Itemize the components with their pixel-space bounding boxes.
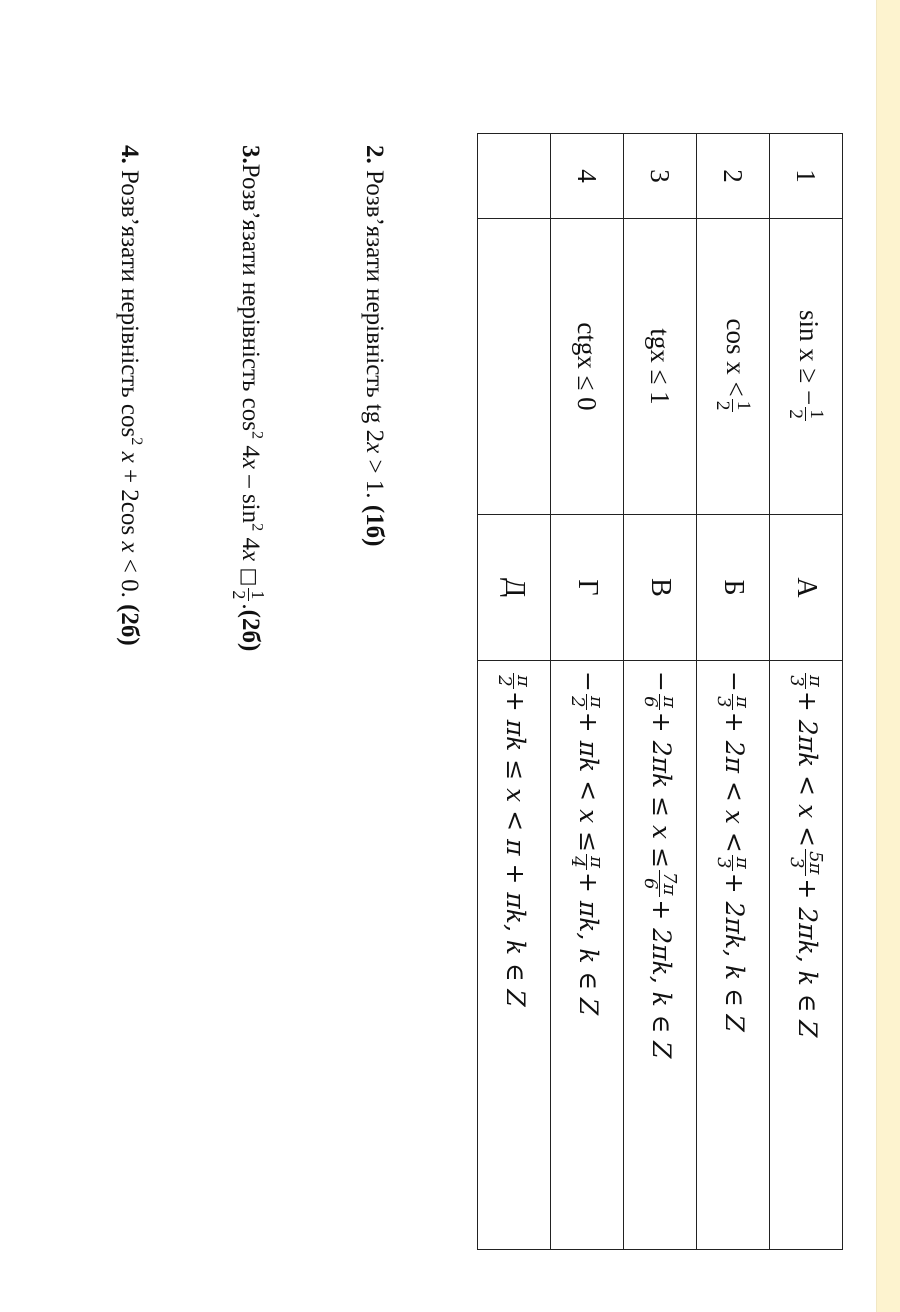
- task-3-frac-num: 1: [248, 590, 268, 600]
- task-3-box: □: [237, 561, 262, 587]
- solution-fraction-1: [788, 673, 825, 689]
- solution-prefix: −: [647, 671, 677, 692]
- solution-fraction-1: [642, 694, 679, 710]
- row-number: 1: [791, 169, 822, 183]
- solution-suffix: + 2πk, k ∈ Z: [793, 878, 823, 1038]
- inequality-fraction-den: 2: [712, 400, 734, 411]
- task-4: [115, 145, 146, 646]
- answer-letter-cell: [770, 515, 843, 661]
- row-number: 3: [645, 169, 676, 183]
- solution-fraction-1: [715, 694, 752, 710]
- task-4-sup1: 2: [127, 437, 146, 446]
- inequality-fraction-den: 2: [785, 409, 807, 420]
- task-3-number: 3.: [236, 145, 264, 164]
- inequality-fraction-num: 1: [805, 409, 827, 420]
- answer-letter-cell: [697, 515, 770, 661]
- inequality-text: sin x ≥ −: [793, 309, 824, 406]
- task-3-sup1: 2: [248, 430, 267, 440]
- task-3-mid2: – sin: [236, 468, 264, 524]
- answer-letter: Б: [718, 579, 749, 596]
- task-3-frac-den: 2: [229, 590, 249, 600]
- table-row: [770, 134, 843, 1250]
- inequality-fraction: [713, 399, 753, 413]
- solution-middle: + 2πk < x <: [793, 690, 823, 848]
- task-3-var1: x: [236, 457, 264, 469]
- solution-fraction-2-den: 3: [786, 856, 808, 869]
- row-number-cell: [551, 134, 624, 219]
- inequality-text: ctgx ≤ 0: [572, 322, 603, 411]
- task-3-text: Розв’язати нерівність cos: [236, 163, 264, 431]
- solution-fraction-1-den: 2: [567, 696, 589, 708]
- solution-fraction-1-num: π: [732, 695, 754, 708]
- solution-suffix: + πk, k ∈ Z: [574, 871, 604, 1016]
- task-3-tail: .: [236, 603, 264, 610]
- solution-fraction-1-den: 2: [494, 675, 516, 687]
- task-4-var2: x: [116, 541, 143, 553]
- solution-cell: [551, 661, 624, 1250]
- task-2-number: 2.: [361, 145, 388, 164]
- row-number-cell: [478, 134, 551, 219]
- row-number-cell: [697, 134, 770, 219]
- table-row: [551, 134, 624, 1250]
- row-number-cell: [624, 134, 697, 219]
- task-2-text: Розв’язати нерівність tg 2: [361, 163, 388, 443]
- inequality-cell: [478, 219, 551, 515]
- task-4-score: (2б): [116, 604, 143, 646]
- solution-fraction-2-num: π: [586, 856, 608, 868]
- answer-letter-cell: [478, 515, 551, 661]
- inequality-text: cos x <: [720, 318, 751, 397]
- solution-fraction-1-num: π: [586, 695, 608, 708]
- solution-cell: [770, 661, 843, 1250]
- task-3-mid3: 4: [236, 531, 264, 551]
- solution-fraction-2-den: 3: [713, 857, 735, 869]
- task-3: [230, 145, 267, 651]
- inequality-text: tgx ≤ 1: [645, 328, 676, 405]
- solution-fraction-1-num: π: [805, 675, 827, 687]
- solution-fraction-1: [569, 694, 606, 710]
- task-4-text: Розв’язати нерівність cos: [116, 163, 143, 438]
- task-3-sup2: 2: [248, 523, 267, 532]
- task-3-mid1: 4: [236, 439, 264, 458]
- inequality-cell: [770, 219, 843, 515]
- inequality-fraction: [786, 407, 826, 421]
- solution-fraction-1-den: 3: [713, 696, 735, 708]
- solution-fraction-2-den: 4: [567, 856, 589, 868]
- task-4-tail: < 0.: [116, 552, 143, 605]
- solution-fraction-1-den: 6: [640, 696, 662, 708]
- task-4-mid: + 2cos: [116, 462, 143, 542]
- inequality-cell: [697, 219, 770, 515]
- row-number-cell: [770, 134, 843, 219]
- table-row: [697, 134, 770, 1250]
- solution-middle: + 2π < x <: [720, 711, 750, 853]
- answer-letter-cell: [624, 515, 697, 661]
- solution-fraction-1-num: π: [513, 675, 535, 687]
- solution-cell: [478, 661, 551, 1250]
- task-3-score: (2б): [236, 609, 264, 652]
- answer-letter: Д: [499, 577, 530, 598]
- solution-middle: + 2πk ≤ x ≤: [647, 711, 677, 869]
- inequality-cell: [551, 219, 624, 515]
- task-2-var: x: [361, 442, 388, 454]
- task-3-fraction: [230, 588, 267, 601]
- solution-fraction-2: [642, 870, 679, 897]
- matching-table: [477, 133, 843, 1250]
- task-2-tail: > 1.: [361, 453, 388, 505]
- solution-fraction-1-den: 3: [786, 675, 808, 687]
- inequality-fraction-num: 1: [732, 400, 754, 411]
- solution-cell: [697, 661, 770, 1250]
- solution-fraction-1: [496, 673, 533, 689]
- solution-cell: [624, 661, 697, 1250]
- solution-fraction-2: [788, 849, 825, 876]
- table-row: [478, 134, 551, 1250]
- solution-fraction-2-num: 5π: [805, 851, 827, 875]
- task-4-var1: x: [116, 445, 143, 463]
- row-number: 2: [718, 169, 749, 183]
- inequality-cell: [624, 219, 697, 515]
- answer-letter: А: [791, 577, 822, 598]
- solution-fraction-2-den: 6: [640, 877, 662, 890]
- solution-middle: + πk < x ≤: [574, 711, 604, 853]
- task-2: [360, 145, 388, 546]
- task-3-var2: x: [236, 550, 264, 562]
- task-2-score: (1б): [361, 504, 388, 547]
- solution-fraction-2-num: 7π: [659, 872, 681, 896]
- solution-suffix: + 2πk, k ∈ Z: [647, 899, 677, 1059]
- table-row: [624, 134, 697, 1250]
- answer-letter-cell: [551, 515, 624, 661]
- answer-letter: Г: [572, 579, 603, 596]
- solution-middle: + πk ≤ x < π + πk, k ∈ Z: [501, 690, 531, 1007]
- solution-suffix: + 2πk, k ∈ Z: [720, 872, 750, 1032]
- solution-fraction-1-num: π: [659, 695, 681, 708]
- answer-letter: В: [645, 578, 676, 597]
- solution-prefix: −: [574, 671, 604, 692]
- solution-prefix: −: [720, 671, 750, 692]
- row-number: 4: [572, 169, 603, 183]
- solution-fraction-2-num: π: [732, 856, 754, 869]
- solution-fraction-2: [715, 855, 752, 871]
- task-4-number: 4.: [116, 145, 143, 164]
- solution-fraction-2: [569, 854, 606, 870]
